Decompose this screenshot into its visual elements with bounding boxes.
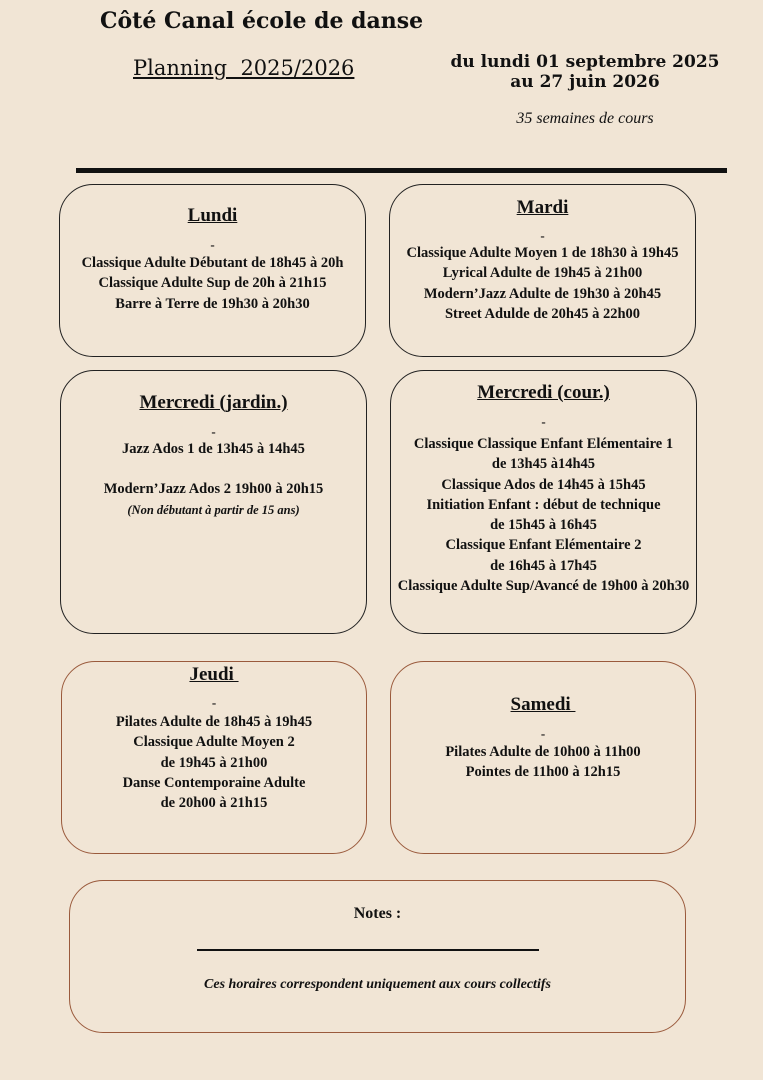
spacer (61, 459, 366, 479)
day-box-mercredi-cour (390, 370, 697, 634)
schedule-line: Pointes de 11h00 à 12h15 (465, 764, 621, 781)
schedule-line: Modern’Jazz Adulte de 19h30 à 20h45 (423, 285, 662, 302)
day-box-jeudi (61, 661, 367, 854)
schedule-line: Modern’Jazz Ados 2 19h00 à 20h15 (103, 481, 324, 498)
day-title-mardi: Mardi (516, 197, 569, 218)
day-box-lundi (59, 184, 366, 357)
planning-title: Planning 2025/2026 (133, 56, 355, 80)
schedule-lines-mercredi-cour (391, 434, 696, 596)
day-dash: - (210, 237, 215, 252)
schedule-line: Danse Contemporaine Adulte (122, 774, 306, 791)
schedule-lines-mardi (390, 243, 695, 324)
schedule-line: de 19h45 à 21h00 (160, 754, 268, 771)
schedule-lines-jeudi (62, 712, 366, 813)
day-title-mercredi-cour: Mercredi (cour.) (477, 382, 610, 403)
header-divider (76, 168, 727, 173)
notes-box (69, 880, 686, 1033)
date-start: du lundi 01 septembre 2025 (450, 52, 720, 72)
schedule-line: de 15h45 à 16h45 (490, 517, 597, 534)
schedule-note: (Non débutant à partir de 15 ans) (127, 502, 300, 517)
schedule-line: Barre à Terre de 19h30 à 20h30 (115, 295, 310, 312)
schedule-lines-samedi (391, 742, 695, 783)
day-dash: - (540, 228, 545, 243)
day-dash: - (541, 414, 546, 429)
schedule-line: Classique Adulte Moyen 2 (133, 734, 295, 751)
day-title-samedi: Samedi (510, 694, 576, 715)
schedule-line: de 16h45 à 17h45 (490, 557, 597, 574)
schedule-line: Classique Ados de 14h45 à 15h45 (441, 476, 646, 493)
schedule-line: Classique Adulte Débutant de 18h45 à 20h (81, 255, 344, 271)
schedule-line: Lyrical Adulte de 19h45 à 21h00 (442, 265, 643, 282)
day-title-lundi: Lundi (187, 205, 238, 226)
day-title-mercredi-jardin: Mercredi (jardin.) (139, 392, 288, 413)
school-name: Côté Canal école de danse (100, 8, 424, 34)
schedule-lines-mercredi-jardin (61, 439, 366, 520)
schedule-line: Pilates Adulte de 18h45 à 19h45 (115, 714, 313, 730)
schedule-line: Classique Adulte Sup/Avancé de 19h00 à 20h30 (397, 578, 690, 595)
date-range (450, 52, 720, 92)
notes-divider (197, 949, 539, 951)
schedule-line: de 20h00 à 21h15 (160, 795, 268, 812)
notes-text: Ces horaires correspondent uniquement aux cours collectifs (204, 977, 551, 992)
schedule-line: Classique Adulte Moyen 1 de 18h30 à 19h45 (406, 245, 679, 261)
day-dash: - (211, 424, 216, 439)
schedule-line: Initiation Enfant : début de technique (426, 496, 661, 513)
weeks-count: 35 semaines de cours (516, 110, 654, 127)
day-box-mardi (389, 184, 696, 357)
day-box-mercredi-jardin (60, 370, 367, 634)
date-end: au 27 juin 2026 (510, 72, 660, 92)
schedule-line: Jazz Ados 1 de 13h45 à 14h45 (122, 441, 305, 457)
day-title-jeudi: Jeudi (189, 664, 239, 685)
schedule-line: Classique Adulte Sup de 20h à 21h15 (98, 275, 327, 292)
schedule-line: Classique Enfant Elémentaire 2 (445, 537, 642, 554)
day-dash: - (211, 695, 217, 710)
notes-title: Notes : (353, 905, 402, 922)
schedule-line: de 13h45 à14h45 (491, 456, 596, 473)
day-box-samedi (390, 661, 696, 854)
schedule-line: Street Adulde de 20h45 à 22h00 (444, 305, 641, 322)
schedule-lines-lundi (60, 253, 365, 314)
schedule-line: Pilates Adulte de 10h00 à 11h00 (445, 744, 641, 760)
day-dash: - (540, 726, 546, 741)
schedule-line: Classique Classique Enfant Elémentaire 1 (413, 436, 674, 452)
